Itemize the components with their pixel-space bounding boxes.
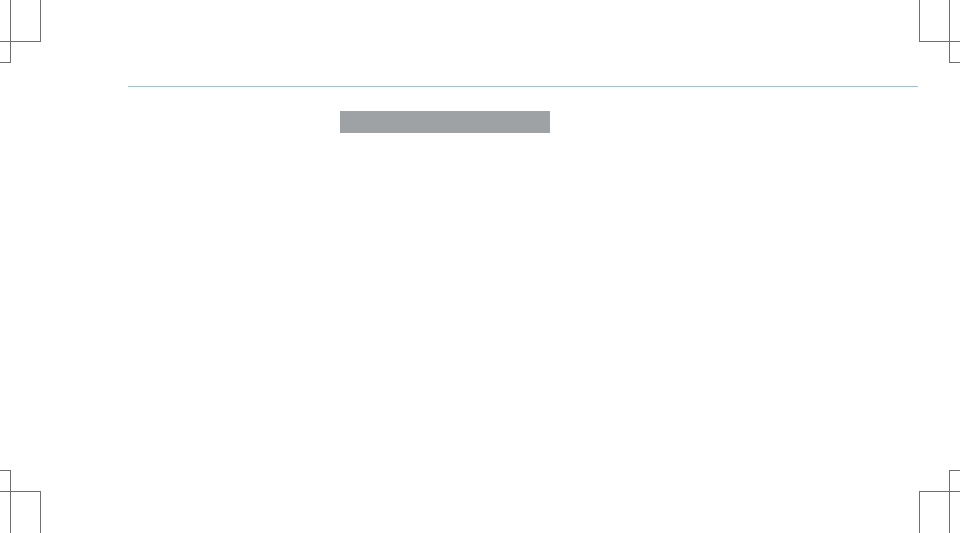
crop-mark: [919, 491, 920, 533]
crop-mark: [950, 62, 960, 63]
crop-mark: [920, 41, 960, 42]
index-column-2: [340, 103, 550, 141]
crop-mark: [949, 0, 950, 63]
crop-mark: [0, 491, 40, 492]
crop-mark: [0, 62, 10, 63]
header-rule: [128, 86, 918, 87]
crop-mark: [10, 0, 11, 63]
page-header: [126, 72, 132, 86]
crop-mark: [0, 41, 40, 42]
crop-mark: [10, 470, 11, 533]
crop-mark: [0, 470, 10, 471]
crop-mark: [40, 491, 41, 533]
crop-mark: [949, 470, 950, 533]
crop-mark: [919, 0, 920, 42]
letter-divider: [340, 111, 550, 133]
crop-mark: [950, 470, 960, 471]
crop-mark: [40, 0, 41, 42]
crop-mark: [920, 491, 960, 492]
index-column-3: [612, 100, 866, 105]
